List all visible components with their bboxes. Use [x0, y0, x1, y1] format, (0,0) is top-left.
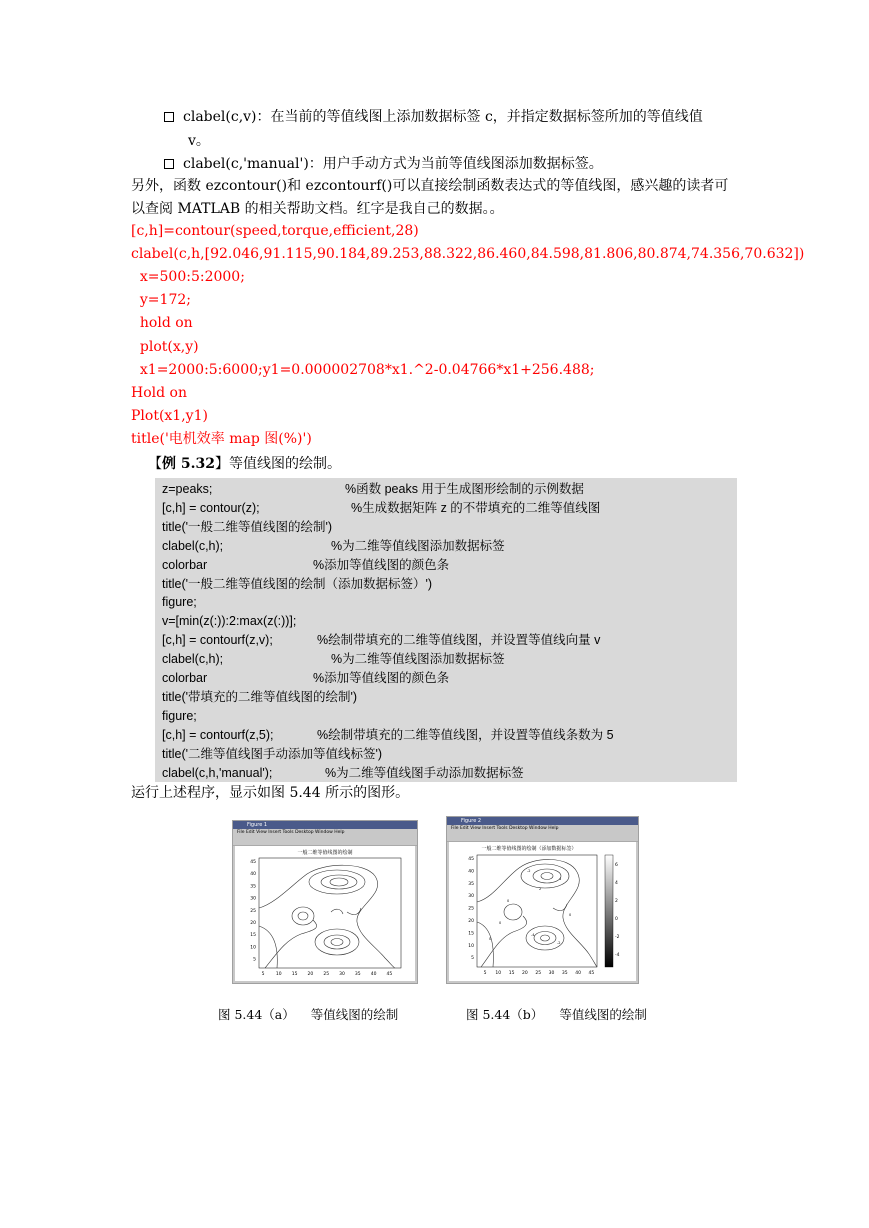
x-tick-label: 10 [495, 971, 502, 976]
red-code-line: y=172; [131, 292, 191, 309]
figure-title-bar: Figure 1 [233, 821, 417, 829]
y-tick-label: 25 [468, 906, 474, 912]
y-tick-label: 35 [250, 884, 256, 890]
figure-window-a [232, 820, 418, 984]
red-code-line: x1=2000:5:6000;y1=0.000002708*x1.^2-0.04766*x1+256.488; [131, 361, 595, 378]
code-comment: %绘制带填充的二维等值线图，并设置等值线条数为 5 [317, 727, 614, 742]
code-block [155, 478, 737, 782]
x-tick-label: 20 [522, 971, 528, 976]
red-code-line: x=500:5:2000; [131, 269, 245, 286]
y-tick-label: 5 [253, 957, 256, 963]
red-code-line: clabel(c,h,[92.046,91.115,90.184,89.253,88.322,86.460,84.598,81.806,80.874,74.356,70.632]) [131, 246, 805, 263]
example-label: 例 5.32 [162, 456, 215, 472]
bullet-text-1: clabel(c,v)：在当前的等值线图上添加数据标签 c，并指定数据标签所加的等值线值 [183, 109, 703, 125]
figure-toolbar [447, 832, 638, 842]
code-line: colorbar [162, 671, 208, 685]
x-tick-label: 20 [307, 972, 314, 977]
code-comment: %绘制带填充的二维等值线图，并设置等值线向量 v [317, 633, 601, 648]
code-line: figure; [162, 708, 197, 723]
colorbar-tick-label: -2 [615, 935, 620, 940]
x-tick-label: 45 [588, 971, 595, 976]
y-tick-label: 40 [250, 872, 256, 878]
svg-text:0: 0 [489, 937, 492, 941]
figure-title-bar: Figure 2 [447, 817, 638, 825]
red-code-line: plot(x,y) [131, 338, 199, 355]
x-tick-label: 5 [483, 971, 487, 976]
colorbar-tick-label: 6 [615, 863, 618, 868]
code-line: clabel(c,h); [162, 538, 224, 553]
y-tick-label: 40 [468, 869, 474, 875]
code-line: title('一般二维等值线图的绘制（添加数据标签）') [162, 576, 433, 591]
y-tick-label: 35 [468, 881, 474, 887]
x-tick-label: 45 [386, 972, 393, 977]
code-comment: %为二维等值线图添加数据标签 [331, 538, 505, 553]
heading-bracket-close: 】 [214, 456, 229, 472]
code-line: title('二维等值线图手动添加等值线标签') [162, 746, 383, 761]
x-tick-label: 15 [508, 971, 515, 976]
y-tick-label: 25 [250, 908, 256, 914]
plot-title: 一般二维等值线图的绘制（添加数据标签） [481, 846, 577, 852]
plot-title: 一般二维等值线图的绘制 [297, 850, 353, 856]
y-tick-label: 30 [250, 896, 256, 902]
x-tick-label: 25 [535, 971, 542, 976]
code-line: [c,h] = contourf(z,5); [162, 727, 274, 742]
code-comment: %添加等值线图的颜色条 [313, 557, 450, 572]
x-tick-labels [262, 971, 393, 977]
figure-menu-bar: File Edit View Insert Tools Desktop Window Help [451, 826, 559, 831]
contour-plot-a [235, 846, 415, 981]
x-tick-label: 35 [561, 971, 568, 976]
y-tick-label: 10 [468, 943, 474, 949]
bullet-text-2: clabel(c,'manual')：用户手动方式为当前等值线图添加数据标签。 [183, 156, 603, 172]
colorbar-tick-label: 0 [615, 917, 618, 922]
red-code-line: [c,h]=contour(speed,torque,efficient,28) [131, 223, 419, 239]
x-tick-label: 5 [261, 972, 265, 977]
checkbox-bullet-icon [164, 112, 174, 122]
x-tick-label: 25 [323, 972, 330, 977]
svg-text:-2: -2 [527, 869, 531, 873]
svg-text:0: 0 [507, 899, 510, 903]
y-tick-label: 30 [468, 894, 474, 900]
x-tick-label: 40 [575, 971, 581, 976]
example-title: 等值线图的绘制。 [228, 456, 341, 472]
y-tick-label: 20 [250, 921, 256, 926]
red-code-line: Plot(x1,y1) [131, 407, 208, 424]
colorbar-tick-label: 4 [615, 881, 618, 886]
bullet-text-1-cont: v。 [188, 133, 210, 149]
x-tick-label: 30 [548, 971, 555, 976]
run-text: 运行上述程序，显示如图 5.44 所示的图形。 [131, 785, 410, 801]
heading-bracket-open: 【 [148, 456, 162, 472]
code-line: figure; [162, 595, 197, 610]
figure-menu-bar: File Edit View Insert Tools Desktop Window Help [237, 830, 345, 835]
red-code-line: Hold on [131, 384, 187, 401]
svg-text:-4: -4 [531, 933, 535, 937]
svg-text:2: 2 [539, 887, 542, 891]
contour-plot-b [449, 842, 636, 981]
figure-window-b [446, 816, 639, 984]
colorbar-tick-label: 2 [615, 899, 618, 904]
figure-caption-b [466, 1005, 647, 1023]
x-tick-label: 30 [339, 972, 345, 977]
x-tick-label: 10 [275, 972, 282, 977]
code-line: clabel(c,h); [162, 652, 224, 667]
y-tick-label: 20 [468, 919, 474, 924]
code-line: clabel(c,h,'manual'); [162, 765, 273, 780]
code-line: z=peaks; [162, 482, 213, 496]
y-tick-labels [468, 856, 474, 961]
y-tick-label: 10 [250, 945, 256, 951]
paragraph-line-1: 另外，函数 ezcontour()和 ezcontourf()可以直接绘制函数表达式的等值线图，感兴趣的读者可 [131, 178, 729, 194]
svg-text:4: 4 [559, 877, 562, 881]
caption-text: 等值线图的绘制 [559, 1007, 647, 1022]
code-comment: %为二维等值线图手动添加数据标签 [325, 765, 524, 780]
code-comment: %生成数据矩阵 z 的不带填充的二维等值线图 [351, 500, 601, 515]
svg-text:0: 0 [569, 913, 572, 917]
svg-text:-2: -2 [557, 941, 561, 945]
y-tick-label: 45 [468, 857, 474, 862]
y-tick-labels [250, 859, 256, 963]
code-comment: %为二维等值线图添加数据标签 [331, 652, 505, 667]
y-tick-label: 15 [250, 933, 256, 939]
svg-text:0: 0 [499, 921, 502, 925]
colorbar [605, 855, 613, 967]
x-tick-labels [484, 970, 595, 976]
colorbar-tick-label: -4 [615, 953, 620, 958]
paragraph-line-2: 以查阅 MATLAB 的相关帮助文档。红字是我自己的数据。。 [131, 201, 504, 217]
y-tick-label: 15 [468, 931, 474, 937]
x-tick-label: 40 [370, 972, 377, 977]
code-comment: %函数 peaks 用于生成图形绘制的示例数据 [345, 482, 584, 496]
checkbox-bullet-icon [164, 159, 174, 169]
x-tick-label: 35 [354, 972, 361, 977]
caption-label: 图 5.44（b） [466, 1007, 544, 1022]
x-tick-label: 15 [291, 972, 298, 977]
code-line: title('带填充的二维等值线图的绘制') [162, 689, 358, 704]
y-tick-label: 5 [471, 956, 474, 962]
code-comment: %添加等值线图的颜色条 [313, 671, 450, 685]
y-tick-label: 45 [250, 860, 256, 865]
code-line: colorbar [162, 557, 208, 572]
red-code-line: title('电机效率 map 图(%)') [131, 430, 312, 447]
caption-label: 图 5.44（a） [218, 1007, 295, 1022]
code-line: [c,h] = contourf(z,v); [162, 633, 273, 648]
example-heading [148, 454, 341, 474]
red-code-line: hold on [131, 315, 193, 332]
code-line: v=[min(z(:)):2:max(z(:))]; [162, 614, 297, 629]
code-line: [c,h] = contour(z); [162, 500, 260, 515]
figure-toolbar [233, 836, 417, 846]
code-line: title('一般二维等值线图的绘制') [162, 519, 333, 534]
figure-caption-a [218, 1005, 398, 1023]
caption-text: 等值线图的绘制 [310, 1007, 399, 1022]
